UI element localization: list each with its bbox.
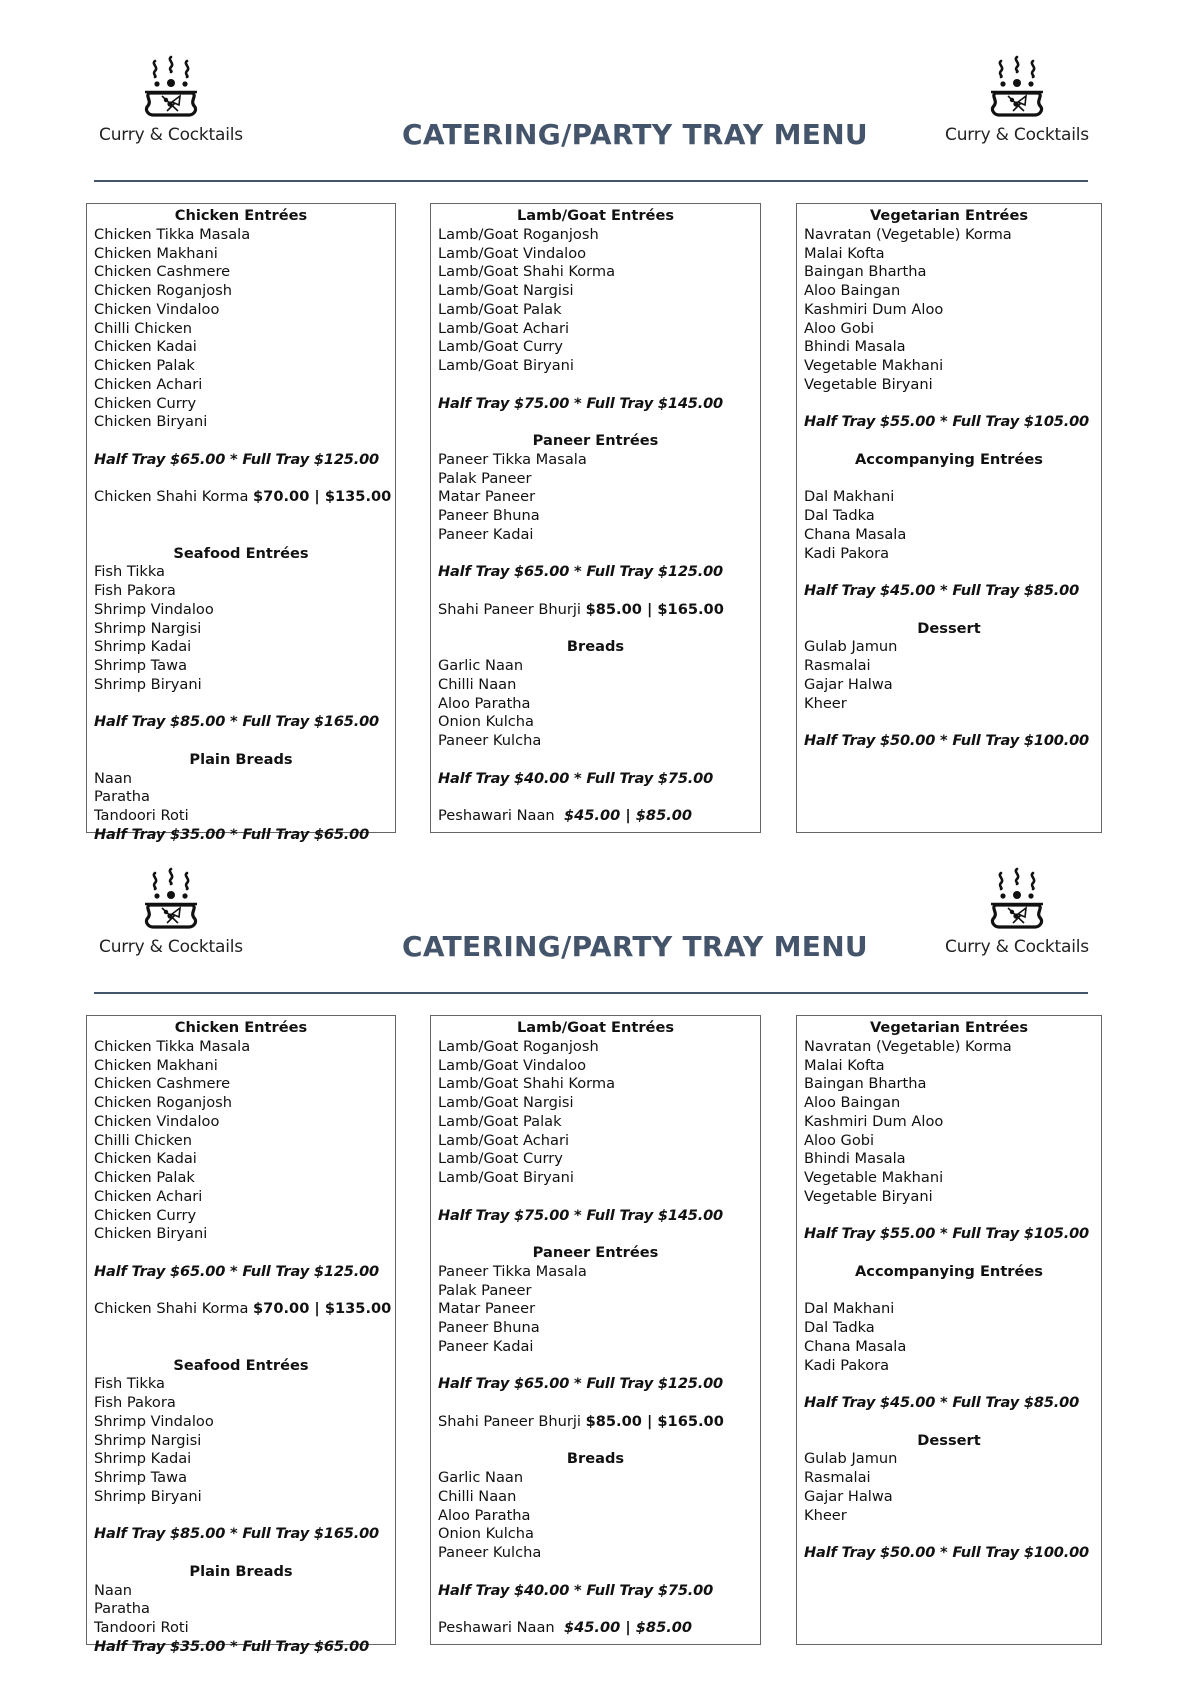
section-header-accompanying: Accompanying Entrées <box>855 450 1043 468</box>
header-divider <box>94 992 1088 994</box>
menu-item: Kashmiri Dum Aloo <box>804 300 944 318</box>
menu-item: Vegetable Makhani <box>804 1169 944 1186</box>
menu-item-list <box>804 226 1094 395</box>
special-item <box>94 1300 392 1319</box>
menu-item-list <box>438 657 753 751</box>
tray-price-paneer: Half Tray $65.00 * Full Tray $125.00 <box>438 563 724 581</box>
menu-item: Lamb/Goat Curry <box>438 1150 563 1168</box>
menu-item: Gulab Jamun <box>804 638 898 656</box>
menu-item: Chicken Achari <box>94 1187 203 1205</box>
menu-item: Chicken Cashmere <box>94 1075 231 1093</box>
menu-item: Shrimp Kadai <box>94 1450 192 1468</box>
tray-price-accompanying: Half Tray $45.00 * Full Tray $85.00 <box>804 1394 1080 1411</box>
menu-item-list <box>94 226 388 432</box>
menu-item: Chicken Biryani <box>94 1225 208 1243</box>
menu-item-list <box>804 1450 1094 1525</box>
special-item-name: Chicken Shahi Korma <box>94 1300 249 1318</box>
page-title: CATERING/PARTY TRAY MENU <box>402 930 868 963</box>
menu-item: Chicken Palak <box>94 1169 195 1186</box>
menu-item: Baingan Bhartha <box>804 263 927 281</box>
menu-item: Chicken Palak <box>94 357 195 374</box>
section-header-lamb-goat: Lamb/Goat Entrées <box>516 207 675 224</box>
menu-item: Shrimp Nargisi <box>94 1431 202 1449</box>
menu-item: Shrimp Nargisi <box>94 619 202 637</box>
menu-item: Shrimp Kadai <box>94 638 192 656</box>
menu-item: Lamb/Goat Nargisi <box>438 282 574 299</box>
menu-column-1 <box>86 203 396 843</box>
menu-item-list <box>438 1038 753 1188</box>
menu-item: Palak Paneer <box>438 1281 532 1299</box>
menu-item: Aloo Gobi <box>804 319 875 337</box>
brand-name: Curry & Cocktails <box>945 125 1089 145</box>
menu-item: Dal Tadka <box>804 1319 875 1336</box>
menu-item: Lamb/Goat Biryani <box>438 357 574 374</box>
section-header-paneer: Paneer Entrées <box>532 1244 659 1261</box>
section-header-dessert: Dessert <box>917 619 981 637</box>
menu-item: Shrimp Biryani <box>94 1487 202 1505</box>
menu-item-list <box>804 638 1094 713</box>
menu-item-list <box>804 1300 1094 1375</box>
special-item-price: $45.00 | $85.00 <box>563 807 693 824</box>
steaming-pot-cocktail-icon <box>977 55 1057 127</box>
menu-item: Lamb/Goat Vindaloo <box>438 244 587 262</box>
tray-price-chicken: Half Tray $65.00 * Full Tray $125.00 <box>94 450 380 468</box>
menu-item: Kheer <box>804 694 847 712</box>
menu-item: Paratha <box>94 1600 150 1618</box>
menu-item: Paneer Kadai <box>438 1337 534 1355</box>
menu-item: Lamb/Goat Nargisi <box>438 1094 574 1111</box>
menu-item: Shrimp Biryani <box>94 675 202 693</box>
menu-item: Bhindi Masala <box>804 338 906 356</box>
menu-item: Gulab Jamun <box>804 1450 898 1468</box>
menu-item: Shrimp Tawa <box>94 657 188 674</box>
section-header-vegetarian: Vegetarian Entrées <box>869 1019 1029 1036</box>
menu-item: Matar Paneer <box>438 1300 536 1318</box>
section-header-accompanying: Accompanying Entrées <box>855 1262 1043 1280</box>
menu-item: Shrimp Vindaloo <box>94 1412 214 1430</box>
menu-item: Chilli Naan <box>438 675 517 693</box>
menu-item: Fish Tikka <box>94 1375 165 1393</box>
section-header-chicken: Chicken Entrées <box>174 1019 308 1036</box>
menu-item: Lamb/Goat Shahi Korma <box>438 1075 616 1093</box>
special-item <box>94 488 392 507</box>
menu-item: Tandoori Roti <box>94 1619 189 1636</box>
menu-item: Kadi Pakora <box>804 544 890 562</box>
menu-page-2 <box>0 812 1200 1655</box>
menu-item: Chicken Achari <box>94 375 203 393</box>
menu-item: Matar Paneer <box>438 488 536 506</box>
menu-item-list <box>438 1469 753 1563</box>
menu-item-list <box>438 226 753 376</box>
tray-price-plain-breads: Half Tray $35.00 * Full Tray $65.00 <box>94 825 370 843</box>
menu-item: Kadi Pakora <box>804 1356 890 1374</box>
menu-item: Chicken Kadai <box>94 1150 197 1168</box>
menu-item: Lamb/Goat Vindaloo <box>438 1056 587 1074</box>
menu-item: Gajar Halwa <box>804 1487 893 1505</box>
menu-item: Vegetable Makhani <box>804 357 944 374</box>
menu-item: Dal Makhani <box>804 488 895 506</box>
menu-item: Chicken Biryani <box>94 413 208 431</box>
tray-price-dessert: Half Tray $50.00 * Full Tray $100.00 <box>804 1544 1090 1561</box>
menu-item: Dal Makhani <box>804 1300 895 1318</box>
special-item <box>438 1619 753 1638</box>
menu-item: Kashmiri Dum Aloo <box>804 1112 944 1130</box>
tray-price-vegetarian: Half Tray $55.00 * Full Tray $105.00 <box>804 1225 1090 1243</box>
menu-item: Chicken Makhani <box>94 1056 218 1074</box>
tray-price-seafood: Half Tray $85.00 * Full Tray $165.00 <box>94 713 380 731</box>
tray-price-chicken: Half Tray $65.00 * Full Tray $125.00 <box>94 1262 380 1280</box>
section-header-dessert: Dessert <box>917 1431 981 1449</box>
menu-item: Chicken Vindaloo <box>94 300 220 318</box>
menu-item: Lamb/Goat Palak <box>438 1112 562 1130</box>
menu-item: Lamb/Goat Achari <box>438 1131 570 1149</box>
special-item-name: Shahi Paneer Bhurji <box>438 1412 581 1430</box>
menu-item: Naan <box>94 769 133 787</box>
menu-item-list <box>94 563 388 694</box>
menu-item: Chicken Vindaloo <box>94 1112 220 1130</box>
menu-item: Baingan Bhartha <box>804 1075 927 1093</box>
menu-item: Chicken Curry <box>94 1206 197 1224</box>
menu-column-2 <box>430 203 761 833</box>
tray-price-breads: Half Tray $40.00 * Full Tray $75.00 <box>438 769 714 787</box>
logo-left <box>91 55 251 150</box>
menu-item: Malai Kofta <box>804 244 885 262</box>
menu-item: Rasmalai <box>804 657 871 674</box>
menu-item: Kheer <box>804 1506 847 1524</box>
menu-item: Dal Tadka <box>804 507 875 524</box>
menu-page-1 <box>0 0 1200 843</box>
menu-item: Paneer Tikka Masala <box>438 450 587 468</box>
special-item-price: $85.00 | $165.00 <box>585 600 724 618</box>
brand-name: Curry & Cocktails <box>945 937 1089 957</box>
section-header-chicken: Chicken Entrées <box>174 207 308 224</box>
section-header-breads: Breads <box>566 1450 625 1468</box>
brand-name: Curry & Cocktails <box>99 125 243 145</box>
menu-item: Gajar Halwa <box>804 675 893 693</box>
menu-item-list <box>94 1375 388 1506</box>
menu-item: Palak Paneer <box>438 469 532 487</box>
menu-item: Vegetable Biryani <box>804 375 933 393</box>
menu-item: Paneer Tikka Masala <box>438 1262 587 1280</box>
menu-item: Vegetable Biryani <box>804 1187 933 1205</box>
logo-right <box>937 867 1097 962</box>
section-header-lamb-goat: Lamb/Goat Entrées <box>516 1019 675 1036</box>
brand-name: Curry & Cocktails <box>99 937 243 957</box>
steaming-pot-cocktail-icon <box>977 867 1057 939</box>
menu-item: Chilli Naan <box>438 1487 517 1505</box>
menu-item-list <box>438 451 753 545</box>
steaming-pot-cocktail-icon <box>131 55 211 127</box>
menu-item: Navratan (Vegetable) Korma <box>804 225 1012 243</box>
menu-item: Paneer Kulcha <box>438 1544 542 1561</box>
menu-item: Chicken Cashmere <box>94 263 231 281</box>
menu-column-1 <box>86 1015 396 1655</box>
section-header-vegetarian: Vegetarian Entrées <box>869 207 1029 224</box>
logo-left <box>91 867 251 962</box>
page-title: CATERING/PARTY TRAY MENU <box>402 118 868 151</box>
menu-item: Chicken Curry <box>94 394 197 412</box>
section-header-seafood: Seafood Entrées <box>173 1356 309 1374</box>
menu-item: Aloo Baingan <box>804 1094 901 1111</box>
special-item-name: Peshawari Naan <box>438 1619 555 1636</box>
menu-item: Paneer Bhuna <box>438 507 540 524</box>
menu-item-list <box>804 1038 1094 1207</box>
special-item-name: Shahi Paneer Bhurji <box>438 600 581 618</box>
menu-item: Aloo Paratha <box>438 694 531 712</box>
menu-item: Lamb/Goat Curry <box>438 338 563 356</box>
special-item-price: $85.00 | $165.00 <box>585 1412 724 1430</box>
tray-price-accompanying: Half Tray $45.00 * Full Tray $85.00 <box>804 582 1080 599</box>
tray-price-breads: Half Tray $40.00 * Full Tray $75.00 <box>438 1581 714 1599</box>
menu-item: Garlic Naan <box>438 657 524 674</box>
logo-right <box>937 55 1097 150</box>
menu-item: Chicken Tikka Masala <box>94 225 251 243</box>
section-header-breads: Breads <box>566 638 625 656</box>
menu-item: Lamb/Goat Achari <box>438 319 570 337</box>
menu-item: Garlic Naan <box>438 1469 524 1486</box>
menu-item: Chilli Chicken <box>94 1131 192 1149</box>
menu-item: Shrimp Tawa <box>94 1469 188 1486</box>
menu-item: Paneer Kulcha <box>438 732 542 749</box>
tray-price-paneer: Half Tray $65.00 * Full Tray $125.00 <box>438 1375 724 1393</box>
menu-item-list <box>94 1038 388 1244</box>
menu-item: Aloo Baingan <box>804 282 901 299</box>
menu-item: Lamb/Goat Palak <box>438 300 562 318</box>
steaming-pot-cocktail-icon <box>131 867 211 939</box>
tray-price-lamb-goat: Half Tray $75.00 * Full Tray $145.00 <box>438 394 724 412</box>
menu-item: Lamb/Goat Biryani <box>438 1169 574 1186</box>
menu-item: Chicken Makhani <box>94 244 218 262</box>
menu-item: Lamb/Goat Roganjosh <box>438 1037 599 1055</box>
menu-item: Aloo Gobi <box>804 1131 875 1149</box>
menu-item: Tandoori Roti <box>94 807 189 824</box>
tray-price-plain-breads: Half Tray $35.00 * Full Tray $65.00 <box>94 1637 370 1655</box>
tray-price-dessert: Half Tray $50.00 * Full Tray $100.00 <box>804 732 1090 749</box>
menu-item: Malai Kofta <box>804 1056 885 1074</box>
menu-item: Bhindi Masala <box>804 1150 906 1168</box>
special-item-price: $70.00 | $135.00 <box>253 1300 392 1318</box>
menu-item: Aloo Paratha <box>438 1506 531 1524</box>
special-item-name: Chicken Shahi Korma <box>94 488 249 506</box>
menu-item: Chana Masala <box>804 525 907 543</box>
header-divider <box>94 180 1088 182</box>
special-item-price: $70.00 | $135.00 <box>253 488 392 506</box>
menu-item: Chicken Kadai <box>94 338 197 356</box>
menu-item: Onion Kulcha <box>438 713 534 731</box>
section-header-paneer: Paneer Entrées <box>532 432 659 449</box>
menu-item: Fish Pakora <box>94 582 176 599</box>
section-header-plain-breads: Plain Breads <box>189 750 293 768</box>
menu-item: Lamb/Goat Shahi Korma <box>438 263 616 281</box>
tray-price-vegetarian: Half Tray $55.00 * Full Tray $105.00 <box>804 413 1090 431</box>
menu-item: Chilli Chicken <box>94 319 192 337</box>
menu-item-list <box>438 1263 753 1357</box>
menu-item: Chicken Roganjosh <box>94 1094 233 1111</box>
menu-column-3 <box>796 203 1102 833</box>
menu-item: Chicken Roganjosh <box>94 282 233 299</box>
menu-column-3 <box>796 1015 1102 1645</box>
menu-item: Fish Tikka <box>94 563 165 581</box>
menu-item: Lamb/Goat Roganjosh <box>438 225 599 243</box>
menu-item: Paneer Kadai <box>438 525 534 543</box>
menu-item-list <box>94 1582 388 1638</box>
tray-price-lamb-goat: Half Tray $75.00 * Full Tray $145.00 <box>438 1206 724 1224</box>
menu-item: Chicken Tikka Masala <box>94 1037 251 1055</box>
special-item-name: Peshawari Naan <box>438 807 555 824</box>
menu-item: Naan <box>94 1581 133 1599</box>
menu-item: Fish Pakora <box>94 1394 176 1411</box>
special-item <box>438 1413 753 1432</box>
tray-price-seafood: Half Tray $85.00 * Full Tray $165.00 <box>94 1525 380 1543</box>
menu-column-2 <box>430 1015 761 1645</box>
menu-item: Shrimp Vindaloo <box>94 600 214 618</box>
special-item <box>438 601 753 620</box>
menu-item: Navratan (Vegetable) Korma <box>804 1037 1012 1055</box>
special-item-price: $45.00 | $85.00 <box>563 1619 693 1636</box>
section-header-plain-breads: Plain Breads <box>189 1562 293 1580</box>
section-header-seafood: Seafood Entrées <box>173 544 309 562</box>
menu-item: Rasmalai <box>804 1469 871 1486</box>
menu-item: Paneer Bhuna <box>438 1319 540 1336</box>
menu-item: Chana Masala <box>804 1337 907 1355</box>
menu-item-list <box>804 488 1094 563</box>
menu-item: Onion Kulcha <box>438 1525 534 1543</box>
menu-item: Paratha <box>94 788 150 806</box>
